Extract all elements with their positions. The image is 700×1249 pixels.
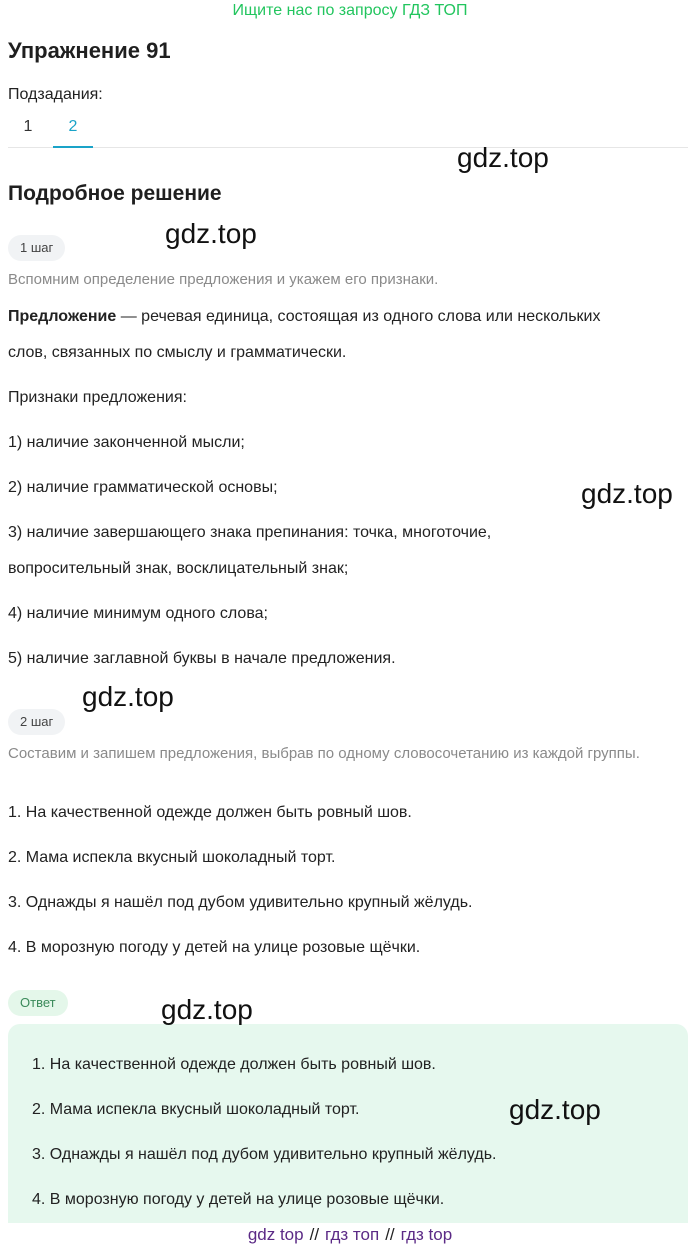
answer-line: 4. В морозную погоду у детей на улице розовые щёчки. (32, 1191, 445, 1208)
signs-title: Признаки предложения: (8, 389, 187, 406)
step-2-badge: 2 шаг (8, 709, 65, 735)
footer-link-gdz-top[interactable]: gdz top (247, 1225, 304, 1244)
page-title: Упражнение 91 (8, 38, 171, 63)
watermark: gdz.top (165, 218, 257, 249)
subtask-tabs (8, 112, 688, 148)
sentence-item: 1. На качественной одежде должен быть ровный шов. (8, 804, 412, 821)
sign-item-cont: вопросительный знак, восклицательный знак; (8, 560, 349, 577)
definition-text: — речевая единица, состоящая из одного слова или нескольких (116, 308, 601, 325)
sentence-item: 3. Однажды я нашёл под дубом удивительно крупный жёлудь. (8, 894, 473, 911)
watermark: gdz.top (509, 1094, 601, 1125)
footer-separator: // (385, 1225, 395, 1244)
top-banner[interactable]: Ищите нас по запросу ГДЗ ТОП (232, 2, 468, 19)
sign-item: 5) наличие заглавной буквы в начале предложения. (8, 650, 396, 667)
step-1-badge: 1 шаг (8, 235, 65, 261)
sign-item: 3) наличие завершающего знака препинания: точка, многоточие, (8, 524, 492, 541)
definition-term: Предложение (8, 308, 117, 325)
watermark: gdz.top (581, 478, 673, 509)
definition-line-2: слов, связанных по смыслу и грамматически. (8, 344, 347, 361)
sentence-item: 2. Мама испекла вкусный шоколадный торт. (8, 849, 336, 866)
watermark: gdz.top (457, 142, 549, 173)
answer-line: 1. На качественной одежде должен быть ровный шов. (32, 1056, 436, 1073)
sign-item: 4) наличие минимум одного слова; (8, 605, 268, 622)
definition-line-1 (8, 299, 693, 335)
footer-link-gdz-top-ru[interactable]: гдз топ (325, 1225, 380, 1244)
tab-subtask-1[interactable]: 1 (23, 118, 33, 135)
solution-title: Подробное решение (8, 182, 222, 205)
step-1-hint: Вспомним определение предложения и укажем его признаки. (8, 271, 439, 288)
step-2-hint: Составим и запишем предложения, выбрав по одному словосочетанию из каждой группы. (8, 745, 640, 762)
sign-item: 1) наличие законченной мысли; (8, 434, 245, 451)
subtasks-label: Подзадания: (8, 86, 103, 103)
sign-item: 2) наличие грамматической основы; (8, 479, 278, 496)
sentence-item: 4. В морозную погоду у детей на улице розовые щёчки. (8, 939, 421, 956)
footer-separator: // (309, 1225, 320, 1244)
watermark: gdz.top (161, 994, 253, 1025)
answer-badge: Ответ (8, 990, 68, 1016)
tab-subtask-2[interactable]: 2 (53, 112, 93, 148)
footer-links (0, 1223, 700, 1249)
answer-line: 2. Мама испекла вкусный шоколадный торт. (32, 1101, 360, 1118)
watermark: gdz.top (82, 681, 174, 712)
footer-link-gdz-top-mixed[interactable]: гдз top (400, 1225, 453, 1244)
answer-line: 3. Однажды я нашёл под дубом удивительно крупный жёлудь. (32, 1146, 497, 1163)
